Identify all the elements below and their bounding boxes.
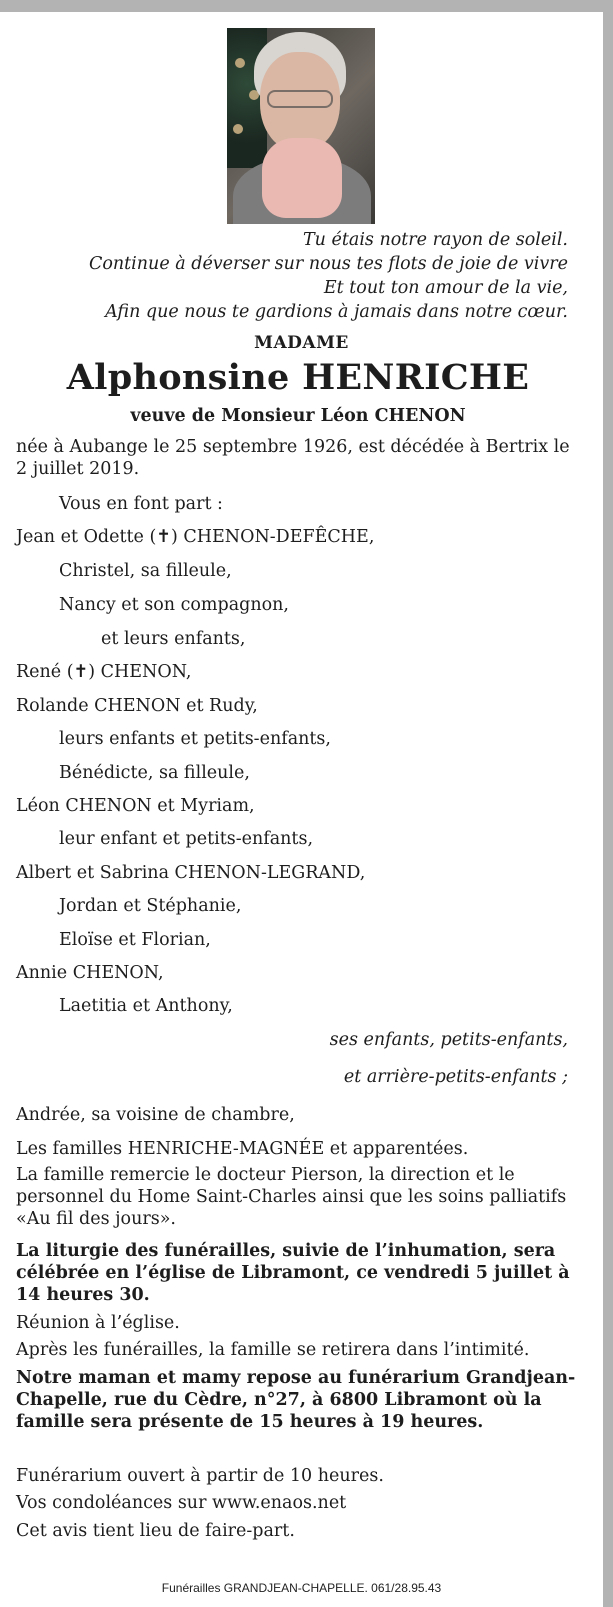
birth-death: née à Aubange le 25 septembre 1926, est décédée à Bertrix le 2 juillet 2019. [16,437,570,479]
opening-line: Funérarium ouvert à partir de 10 heures. [16,1466,384,1486]
funeral-home-paragraph: Notre maman et mamy repose au funérarium Grandjean-Chapelle, rue du Cèdre, n°27, à 6800 Libramont où la famille sera présente de 15 heures à 19 heures. [16,1368,576,1432]
announce: Vous en font part : [59,494,223,514]
family-line: Jordan et Stéphanie, [59,896,242,916]
family-line: leur enfant et petits-enfants, [59,829,314,849]
obituary-notice [0,12,603,1607]
notice-line: Cet avis tient lieu de faire-part. [16,1521,295,1541]
poem-line-3: Et tout ton amour de la vie, [323,278,568,298]
children-line: ses enfants, petits-enfants, [329,1030,568,1050]
family-line: René (✝) CHENON, [16,662,192,682]
family-line: Bénédicte, sa filleule, [59,763,250,783]
honorific: MADAME [254,333,349,353]
deceased-name: Alphonsine HENRICHE [66,357,530,398]
funeral-paragraph: La liturgie des funérailles, suivie de l’inhumation, sera célébrée en l’église de Libramont, ce vendredi 5 juillet à 14 heures 30. [16,1241,570,1305]
meeting-line: Réunion à l’église. [16,1313,180,1333]
poem-line-4: Afin que nous te gardions à jamais dans notre cœur. [105,302,568,322]
poem-line-2: Continue à déverser sur nous tes flots de joie de vivre [88,254,568,274]
family-line: Albert et Sabrina CHENON-LEGRAND, [16,863,366,883]
family-line: Laetitia et Anthony, [59,996,233,1016]
thanks-paragraph: La famille remercie le docteur Pierson, la direction et le personnel du Home Saint-Charles ainsi que les soins palliatifs «Au fil des jours». [16,1165,567,1229]
family-line: Nancy et son compagnon, [59,595,289,615]
widow-of: veuve de Monsieur Léon CHENON [130,406,466,426]
family-line: leurs enfants et petits-enfants, [59,729,331,749]
family-line: Jean et Odette (✝) CHENON-DEFÊCHE, [16,527,375,547]
footer-funeral-home: Funérailles GRANDJEAN-CHAPELLE. 061/28.95.43 [161,1581,442,1595]
after-line: Après les funérailles, la famille se retirera dans l’intimité. [16,1340,530,1360]
condolences-line: Vos condoléances sur www.enaos.net [16,1493,347,1513]
family-line: Léon CHENON et Myriam, [16,796,255,816]
poem-line-1: Tu étais notre rayon de soleil. [303,230,568,250]
neighbor-line: Andrée, sa voisine de chambre, [16,1105,295,1125]
family-line: Rolande CHENON et Rudy, [16,696,258,716]
portrait-photo [227,28,375,224]
family-line: Eloïse et Florian, [59,930,211,950]
family-line: et leurs enfants, [101,629,246,649]
great-grandchildren-line: et arrière-petits-enfants ; [343,1067,568,1087]
family-line: Christel, sa filleule, [59,561,232,581]
family-line: Annie CHENON, [16,963,164,983]
families-line: Les familles HENRICHE-MAGNÉE et apparentées. [16,1139,469,1159]
